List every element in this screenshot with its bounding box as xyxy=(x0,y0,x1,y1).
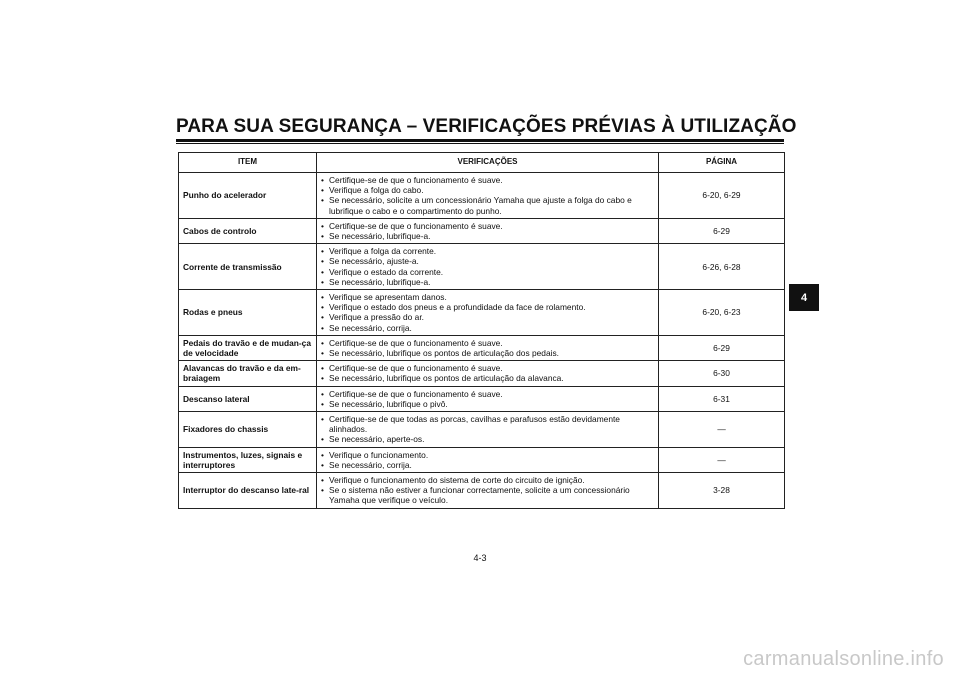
row-page-reference: — xyxy=(659,447,785,472)
table-body xyxy=(179,173,785,509)
check-item: • Se necessário, lubrifique-a. xyxy=(321,277,654,287)
check-list xyxy=(321,475,654,506)
check-item: • Se necessário, lubrifique-a. xyxy=(321,231,654,241)
check-item: • Se necessário, corrija. xyxy=(321,323,654,333)
check-item: • Verifique o estado dos pneus e a profundidade da face de rolamento. xyxy=(321,302,654,312)
check-item: • Se necessário, solicite a um concessionário Yamaha que ajuste a folga do cabo e lubrifique o cabo e o compartimento do punho. xyxy=(321,195,654,215)
check-item: • Certifique-se de que o funcionamento é suave. xyxy=(321,363,654,373)
row-checks xyxy=(317,244,659,290)
row-page-reference: — xyxy=(659,412,785,448)
row-checks xyxy=(317,473,659,509)
table-row xyxy=(179,335,785,360)
row-page-reference: 3-28 xyxy=(659,473,785,509)
check-item: • Certifique-se de que o funcionamento é suave. xyxy=(321,221,654,231)
check-list xyxy=(321,450,654,470)
check-item: • Verifique o funcionamento. xyxy=(321,450,654,460)
check-list xyxy=(321,221,654,241)
check-item: • Verifique o estado da corrente. xyxy=(321,267,654,277)
row-item: Alavancas do travão e da em-braiagem xyxy=(179,361,317,386)
table-row xyxy=(179,244,785,290)
check-item: • Verifique a pressão do ar. xyxy=(321,312,654,322)
row-page-reference: 6-31 xyxy=(659,386,785,411)
row-checks xyxy=(317,447,659,472)
check-item: • Se necessário, lubrifique os pontos de articulação da alavanca. xyxy=(321,373,654,383)
row-checks xyxy=(317,361,659,386)
check-item: • Certifique-se de que todas as porcas, cavilhas e parafusos estão devidamente alinhados. xyxy=(321,414,654,434)
row-item: Descanso lateral xyxy=(179,386,317,411)
table-header-row xyxy=(179,153,785,173)
row-page-reference: 6-20, 6-23 xyxy=(659,290,785,336)
check-item: • Verifique a folga da corrente. xyxy=(321,246,654,256)
column-header-checks: VERIFICAÇÕES xyxy=(317,153,659,173)
check-list xyxy=(321,246,654,287)
table-row xyxy=(179,361,785,386)
row-checks xyxy=(317,173,659,219)
table-row xyxy=(179,447,785,472)
check-item: • Se necessário, lubrifique o pivô. xyxy=(321,399,654,409)
column-header-item: ITEM xyxy=(179,153,317,173)
page-title: PARA SUA SEGURANÇA – VERIFICAÇÕES PRÉVIAS À UTILIZAÇÃO xyxy=(176,116,797,137)
table-row xyxy=(179,173,785,219)
check-item: • Certifique-se de que o funcionamento é suave. xyxy=(321,338,654,348)
chapter-tab: 4 xyxy=(789,284,819,311)
check-item: • Certifique-se de que o funcionamento é suave. xyxy=(321,389,654,399)
check-list xyxy=(321,338,654,358)
check-list xyxy=(321,175,654,216)
check-list xyxy=(321,414,654,445)
row-page-reference: 6-30 xyxy=(659,361,785,386)
check-list xyxy=(321,363,654,383)
row-page-reference: 6-26, 6-28 xyxy=(659,244,785,290)
row-page-reference: 6-29 xyxy=(659,218,785,243)
row-checks xyxy=(317,335,659,360)
table-row xyxy=(179,218,785,243)
table-row xyxy=(179,290,785,336)
pre-operation-checks-table xyxy=(178,152,785,509)
row-checks xyxy=(317,290,659,336)
table-row xyxy=(179,386,785,411)
row-item: Pedais do travão e de mudan-ça de velocidade xyxy=(179,335,317,360)
check-item: • Se necessário, corrija. xyxy=(321,460,654,470)
check-item: • Verifique se apresentam danos. xyxy=(321,292,654,302)
row-item: Instrumentos, luzes, signais e interruptores xyxy=(179,447,317,472)
check-item: • Se necessário, lubrifique os pontos de articulação dos pedais. xyxy=(321,348,654,358)
check-item: • Se o sistema não estiver a funcionar correctamente, solicite a um concessionário Yamaha que verifique o veículo. xyxy=(321,485,654,505)
row-checks xyxy=(317,412,659,448)
column-header-page: PÁGINA xyxy=(659,153,785,173)
check-item: • Verifique o funcionamento do sistema de corte do circuito de ignição. xyxy=(321,475,654,485)
row-item: Fixadores do chassis xyxy=(179,412,317,448)
row-item: Interruptor do descanso late-ral xyxy=(179,473,317,509)
page-number: 4-3 xyxy=(473,553,487,563)
check-list xyxy=(321,389,654,409)
row-item: Rodas e pneus xyxy=(179,290,317,336)
row-checks xyxy=(317,218,659,243)
row-item: Corrente de transmissão xyxy=(179,244,317,290)
check-item: • Certifique-se de que o funcionamento é suave. xyxy=(321,175,654,185)
watermark: carmanualsonline.info xyxy=(743,648,944,670)
row-item: Punho do acelerador xyxy=(179,173,317,219)
title-underline xyxy=(176,139,784,144)
table-row xyxy=(179,473,785,509)
row-page-reference: 6-29 xyxy=(659,335,785,360)
check-list xyxy=(321,292,654,333)
check-item: • Se necessário, ajuste-a. xyxy=(321,256,654,266)
check-item: • Verifique a folga do cabo. xyxy=(321,185,654,195)
row-page-reference: 6-20, 6-29 xyxy=(659,173,785,219)
row-item: Cabos de controlo xyxy=(179,218,317,243)
row-checks xyxy=(317,386,659,411)
check-item: • Se necessário, aperte-os. xyxy=(321,434,654,444)
table-row xyxy=(179,412,785,448)
